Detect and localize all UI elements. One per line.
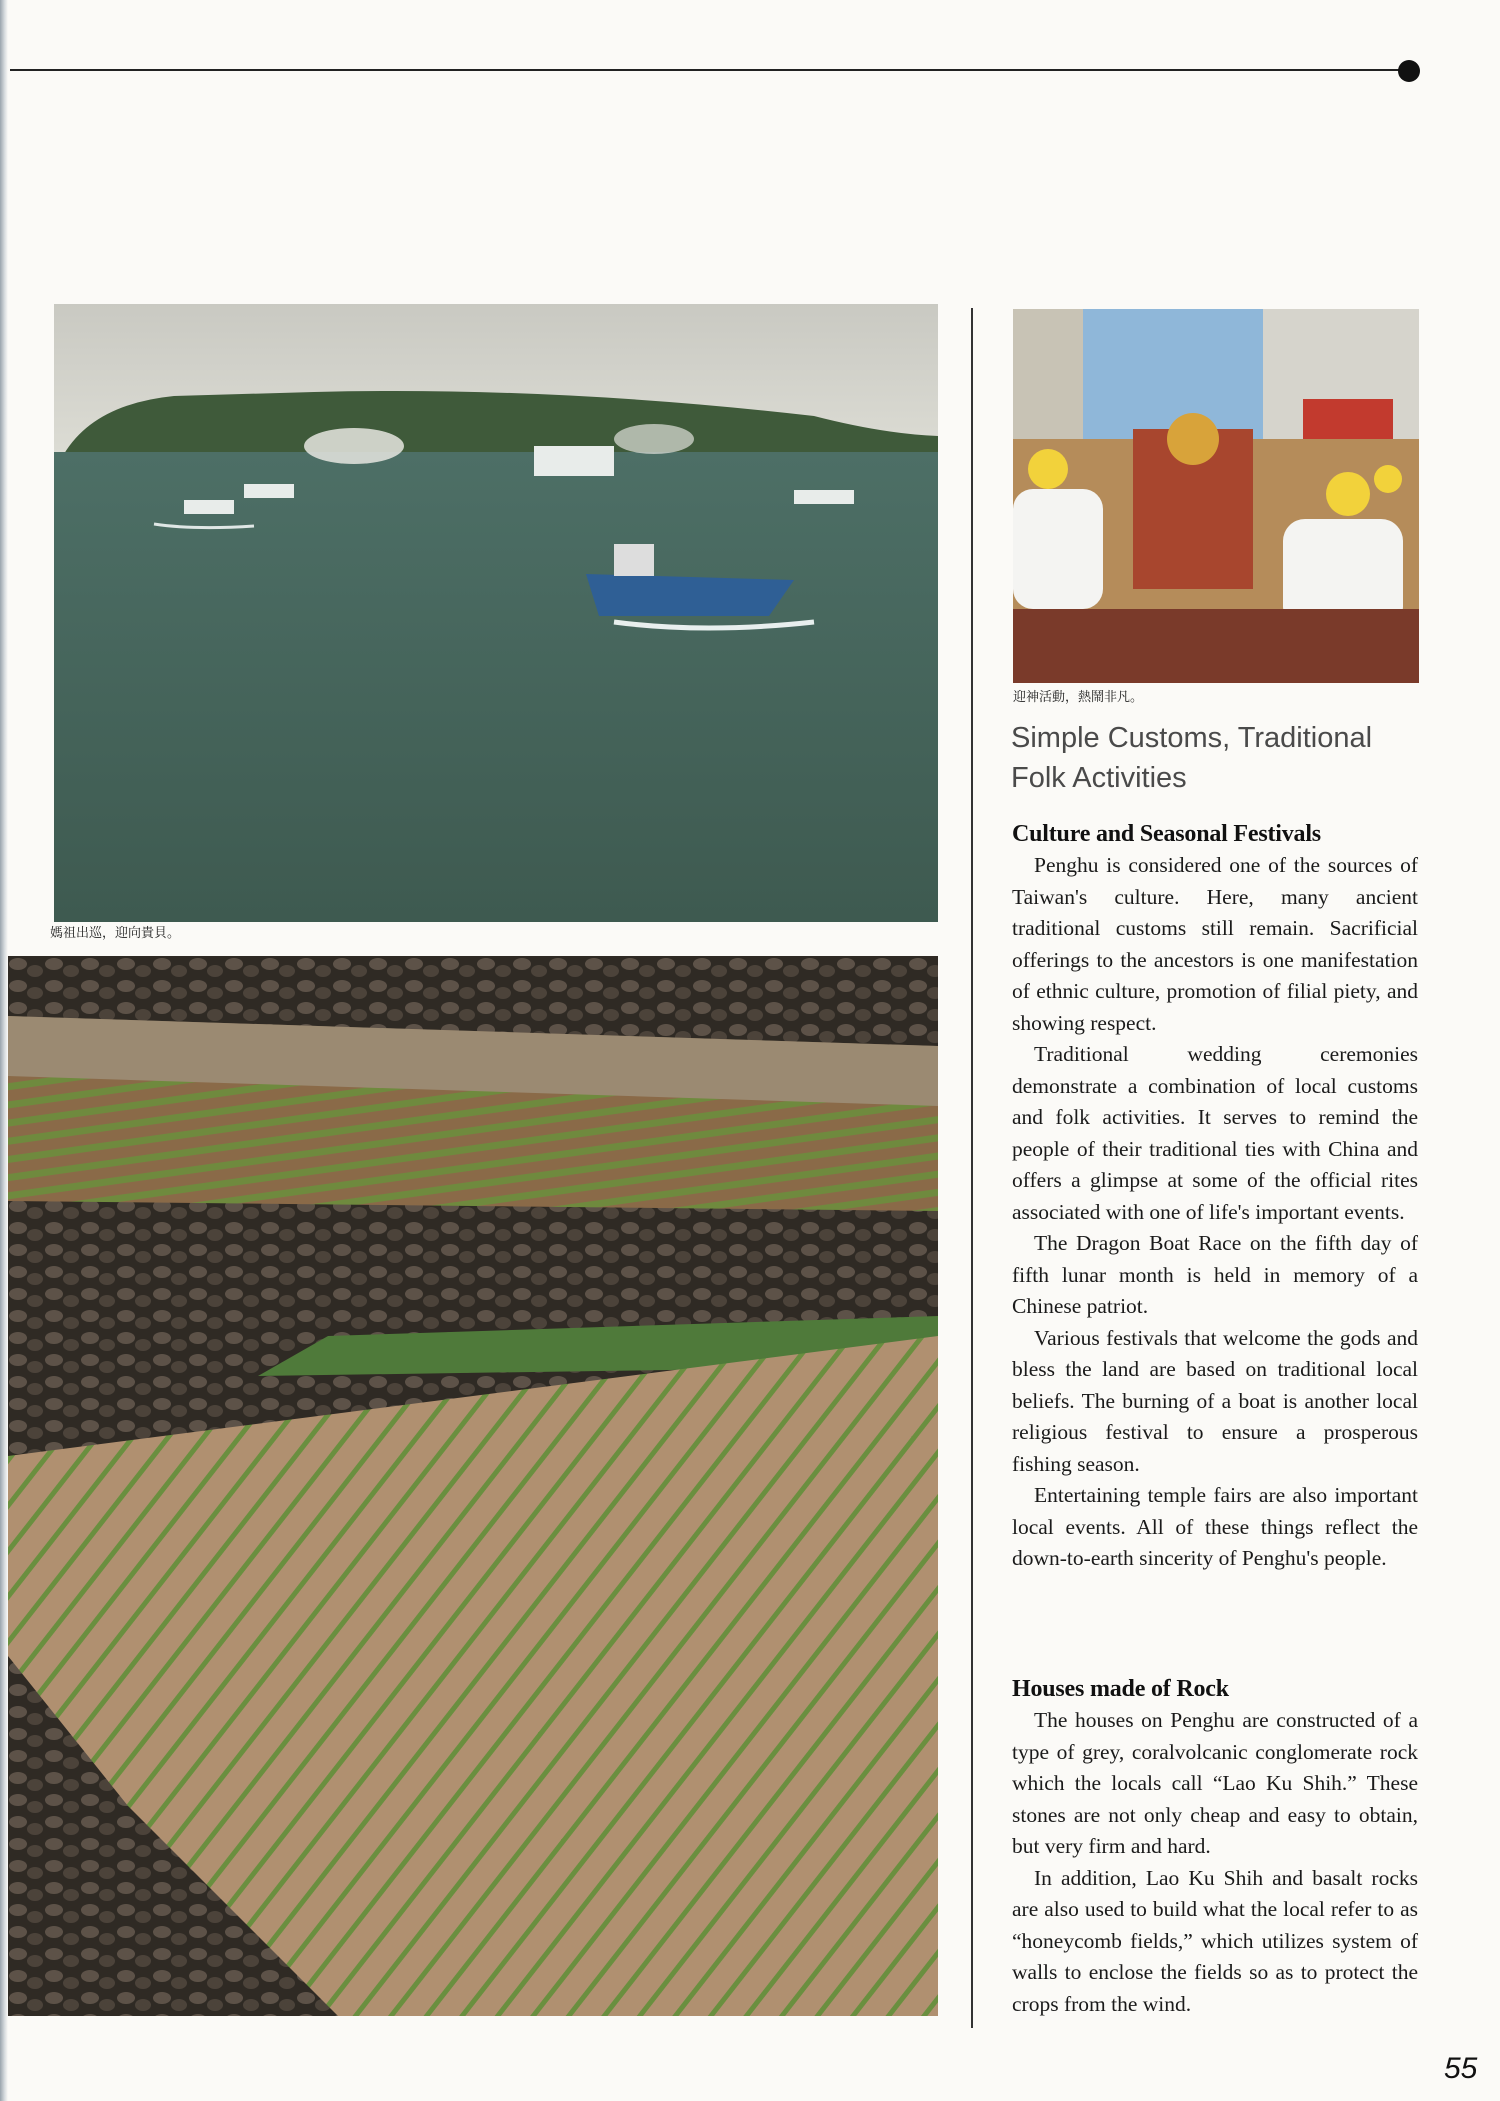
- article-heading: Culture and Seasonal Festivals: [1012, 821, 1321, 847]
- column-divider: [971, 308, 973, 2028]
- binding-edge: [0, 0, 8, 2101]
- article-paragraph: In addition, Lao Ku Shih and basalt rocks are also used to build what the local refer to as “honeycomb fields,” which utilizes system of walls to enclose the fields so as to protect the crops from the wind.: [1012, 1865, 1418, 2016]
- temple-procession-photo: [1013, 309, 1419, 683]
- boats-photo-caption: 媽祖出巡，迎向貴貝。: [50, 926, 181, 941]
- article-paragraph: Entertaining temple fairs are also important local events. All of these things reflect the down-to-earth sincerity of Penghu's people.: [1012, 1483, 1418, 1570]
- article-culture-festivals: [1012, 818, 1418, 1575]
- rule-end-dot: [1398, 60, 1420, 82]
- page-number: 55: [1444, 2052, 1478, 2085]
- article-rock-houses: [1012, 1673, 1418, 2020]
- article-heading: Houses made of Rock: [1012, 1676, 1229, 1702]
- section-title: Simple Customs, Traditional Folk Activities: [1011, 722, 1373, 794]
- boats-procession-photo: [54, 304, 938, 922]
- top-rule: [10, 69, 1410, 71]
- stone-wall-fields-photo: [8, 956, 938, 2016]
- article-paragraph: Traditional wedding ceremonies demonstrate a combination of local customs and folk activities. It serves to remind the people of their traditional ties with China and offers a glimpse at some of the official rites associated with one of life's important events.: [1012, 1042, 1418, 1224]
- procession-photo-caption: 迎神活動，熱鬧非凡。: [1013, 690, 1144, 705]
- article-paragraph: The Dragon Boat Race on the fifth day of fifth lunar month is held in memory of a Chinese patriot.: [1012, 1231, 1418, 1318]
- article-paragraph: Various festivals that welcome the gods and bless the land are based on traditional local beliefs. The burning of a boat is another local religious festival to ensure a prosperous fishing season.: [1012, 1325, 1418, 1476]
- article-paragraph: Penghu is considered one of the sources of Taiwan's culture. Here, many ancient traditional customs still remain. Sacrificial offerings to the ancestors is one manifestation of ethnic culture, promotion of filial piety, and showing respect.: [1012, 853, 1418, 1035]
- article-paragraph: The houses on Penghu are constructed of a type of grey, coralvolcanic conglomerate rock which the locals call “Lao Ku Shih.” These stones are not only cheap and easy to obtain, but very firm and hard.: [1012, 1708, 1418, 1858]
